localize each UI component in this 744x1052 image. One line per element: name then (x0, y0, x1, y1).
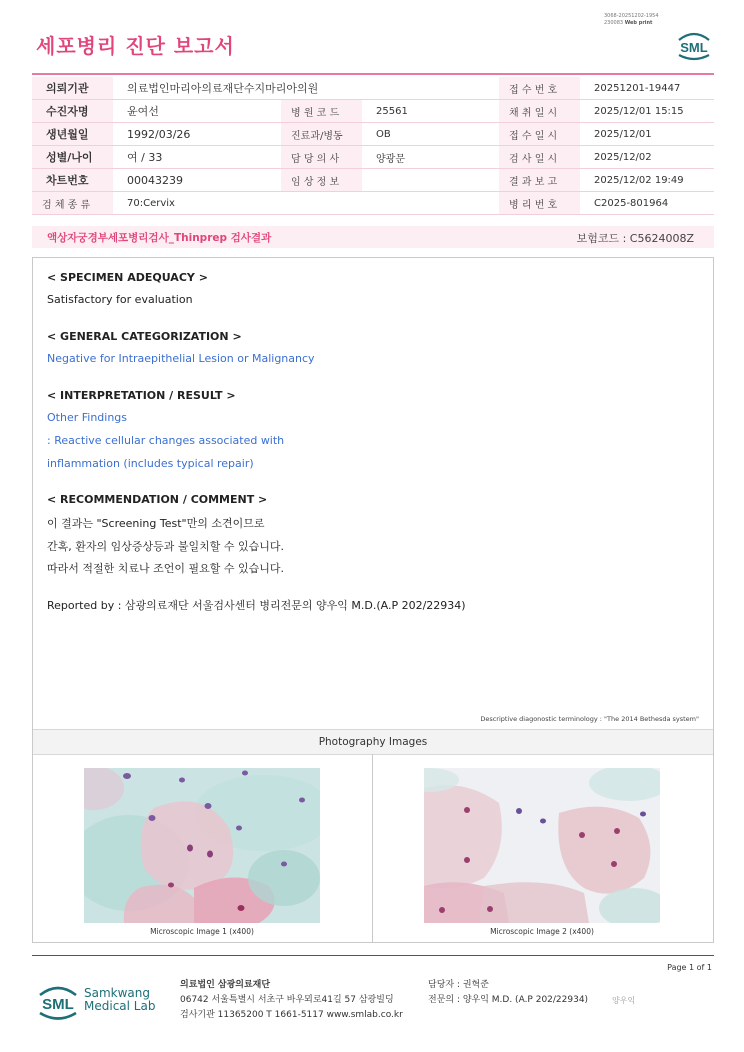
value-clinical-info (362, 169, 499, 192)
photography-header (33, 729, 713, 755)
label-requesting-institution: 의뢰기관 (32, 77, 113, 100)
footer-brand-line2: Medical Lab (84, 999, 156, 1013)
document-id-line2: 230083 (604, 20, 624, 26)
footer-contact: 검사기관 11365200 T 1661-5117 www.smlab.co.kr (180, 1010, 403, 1020)
interpretation-heading: < INTERPRETATION / RESULT > (47, 389, 236, 402)
adequacy-text: Satisfactory for evaluation (47, 293, 193, 306)
label-receipt-date: 접 수 일 시 (499, 123, 580, 146)
label-pathology-number: 병 리 번 호 (499, 192, 580, 215)
categorization-heading: < GENERAL CATEGORIZATION > (47, 330, 242, 343)
value-hospital-code: 25561 (362, 100, 499, 123)
photography-title: Photography Images (318, 736, 428, 748)
report-box (32, 257, 714, 943)
web-print-label: Web print (624, 20, 653, 26)
image-caption-1: Microscopic Image 1 (x400) (150, 927, 254, 936)
test-title-bar (32, 226, 714, 248)
footer-logo-text: SML (42, 996, 74, 1013)
document-id (604, 13, 659, 27)
page-number: Page 1 of 1 (667, 963, 712, 972)
insurance-code: 보험코드 : C5624008Z (576, 232, 694, 245)
microscopic-image-1 (84, 768, 320, 923)
label-department: 진료과/병동 (281, 123, 362, 146)
label-test-date: 검 사 일 시 (499, 146, 580, 169)
label-clinical-info: 임 상 정 보 (281, 169, 362, 192)
label-result-report: 결 과 보 고 (499, 169, 580, 192)
adequacy-heading: < SPECIMEN ADEQUACY > (47, 271, 208, 284)
footer-address: 06742 서울특별시 서초구 바우뫼로41길 57 삼광빌딩 (180, 995, 394, 1005)
recommendation-line3: 따라서 적절한 치료나 조언이 필요할 수 있습니다. (47, 562, 284, 575)
label-chart-number: 차트번호 (32, 169, 113, 192)
info-row (32, 100, 714, 123)
sml-logo-text: SML (680, 40, 708, 55)
value-patient-name: 윤여선 (113, 100, 281, 123)
interpretation-line3: inflammation (includes typical repair) (47, 457, 254, 470)
label-specimen-type: 검 체 종 류 (32, 192, 113, 215)
page-title: 세포병리 진단 보고서 (36, 34, 235, 58)
footer-staff-block (428, 978, 588, 1008)
info-row (32, 169, 714, 192)
label-collection-datetime: 채 취 일 시 (499, 100, 580, 123)
patient-info-table (32, 77, 714, 215)
value-sex-age: 여 / 33 (113, 146, 281, 169)
footer-org-block (180, 978, 403, 1023)
value-receipt-date: 2025/12/01 (580, 123, 714, 146)
footer-specialist: 전문의 : 양우익 M.D. (A.P 202/22934) (428, 995, 589, 1005)
label-sex-age: 성별/나이 (32, 146, 113, 169)
value-accession-number: 20251201-19447 (580, 77, 714, 100)
value-requesting-institution: 의료법인마리아의료재단수지마리아의원 (113, 77, 499, 100)
footer-manager: 담당자 : 권혁준 (428, 980, 489, 990)
footer-brand (84, 987, 155, 1013)
sml-logo (675, 26, 713, 62)
interpretation-line1: Other Findings (47, 411, 128, 424)
recommendation-heading: < RECOMMENDATION / COMMENT > (47, 493, 268, 506)
title-divider (32, 73, 714, 75)
interpretation-line2: : Reactive cellular changes associated with (47, 434, 285, 447)
terminology-note: Descriptive diagonostic terminology : "The 2014 Bethesda system" (480, 715, 699, 723)
label-physician: 담 당 의 사 (281, 146, 362, 169)
categorization-text: Negative for Intraepithelial Lesion or Malignancy (47, 352, 315, 365)
label-accession-number: 접 수 번 호 (499, 77, 580, 100)
reported-by: Reported by : 삼광의료재단 서울검사센터 병리전문의 양우익 M.D.(A.P 202/22934) (47, 599, 466, 612)
label-birth-date: 생년월일 (32, 123, 113, 146)
photo-divider (372, 754, 373, 942)
info-row (32, 146, 714, 169)
info-row (32, 123, 714, 146)
test-title: 액상자궁경부세포병리검사_Thinprep 검사결과 (47, 232, 272, 244)
footer-divider (32, 955, 714, 956)
image-caption-2: Microscopic Image 2 (x400) (490, 927, 594, 936)
signature: 양우익 (612, 996, 636, 1005)
label-hospital-code: 병 원 코 드 (281, 100, 362, 123)
info-row (32, 77, 714, 100)
recommendation-line2: 간혹, 환자의 임상증상등과 불일치할 수 있습니다. (47, 540, 284, 553)
info-row (32, 192, 714, 215)
footer-org-name: 의료법인 삼광의료재단 (180, 980, 271, 990)
document-id-line1: 3068-20251202-1954 (604, 13, 659, 19)
value-result-report: 2025/12/02 19:49 (580, 169, 714, 192)
value-birth-date: 1992/03/26 (113, 123, 281, 146)
microscopic-image-2 (424, 768, 660, 923)
value-chart-number: 00043239 (113, 169, 281, 192)
value-department: OB (362, 123, 499, 146)
footer-sml-logo (36, 980, 80, 1024)
recommendation-line1: 이 결과는 "Screening Test"만의 소견이므로 (47, 517, 265, 530)
footer-brand-line1: Samkwang (84, 986, 150, 1000)
label-patient-name: 수진자명 (32, 100, 113, 123)
value-physician: 양광문 (362, 146, 499, 169)
value-pathology-number: C2025-801964 (580, 192, 714, 215)
value-test-date: 2025/12/02 (580, 146, 714, 169)
value-specimen-type: 70:Cervix (113, 192, 499, 215)
value-collection-datetime: 2025/12/01 15:15 (580, 100, 714, 123)
